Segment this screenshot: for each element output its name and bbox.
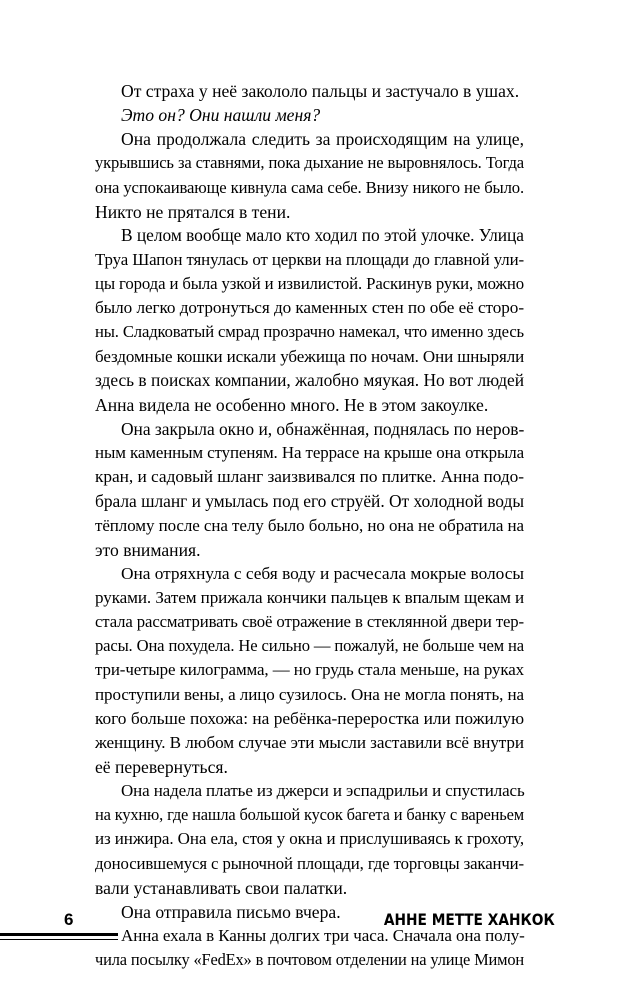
text-line: ны. Сладковатый смрад прозрачно намекал, что именно здесь — [95, 322, 524, 342]
text-line: брала шланг и умылась под его струёй. От холодной воды — [95, 491, 524, 512]
text-line: она успокаивающе кивнула сама себе. Внизу никого не было. — [95, 177, 524, 197]
text-line: В целом вообще мало кто ходил по этой улочке. Улица — [121, 225, 524, 245]
text-line: Труа Шапон тянулась от церкви на площади до главной ули- — [95, 249, 524, 269]
running-head-author: АННЕ МЕТТЕ ХАНКОК — [384, 910, 555, 929]
body-text — [95, 79, 524, 972]
text-line: Анна видела не особенно много. Не в этом закоулке. — [95, 394, 489, 415]
text-line: Она надела платье из джерси и эспадрильи и спустилась — [121, 781, 525, 801]
text-line: От страха у неё закололо пальцы и застучало в ушах. — [121, 81, 520, 101]
text-line: цы города и была узкой и извилистой. Раскинув руки, можно — [95, 274, 524, 294]
text-line: из инжира. Она ела, стоя у окна и прислушиваясь к грохоту, — [95, 829, 525, 849]
text-line: на кухню, где нашла большой кусок багета и банку с вареньем — [95, 805, 524, 825]
text-line: расы. Она похудела. Не сильно — пожалуй, не больше чем на — [95, 636, 524, 656]
text-line: это внимания. — [95, 539, 201, 560]
text-line: чила посылку «FedEx» в почтовом отделении на улице Мимон — [95, 950, 524, 970]
text-line: руками. Затем прижала кончики пальцев к впалым щекам и — [95, 587, 525, 607]
text-line: было легко дотронуться до каменных стен по обе её сторо- — [95, 298, 524, 318]
text-line: укрывшись за ставнями, пока дыхание не выровнялось. Тогда — [95, 153, 524, 173]
text-line: Она отправила письмо вчера. — [121, 901, 341, 922]
text-line: ным каменным ступеням. На террасе на крыше она открыла — [95, 443, 524, 463]
text-line: бездомные кошки искали убежища по ночам. Они шныряли — [95, 346, 525, 366]
text-line: доносившемуся с рыночной площади, где торговцы заканчи- — [95, 853, 524, 873]
text-line: проступили вены, а лицо сузилось. Она не могла понять, на — [95, 684, 524, 704]
text-line: Это он? Они нашли меня? — [121, 105, 321, 126]
text-line: Она продолжала следить за происходящим на улице, — [121, 129, 524, 150]
footer-rule-thin — [0, 939, 118, 940]
text-line: Никто не прятался в тени. — [95, 201, 291, 222]
text-line: тёплому после сна телу было больно, но она не обратила на — [95, 515, 524, 535]
text-line: стала рассматривать своё отражение в стеклянной двери тер- — [95, 612, 524, 632]
text-line: три-четыре килограмма, — но грудь стала меньше, на руках — [95, 660, 524, 680]
text-line: вали устанавливать свои палатки. — [95, 877, 348, 898]
text-line: здесь в поисках компании, жалобно мяукая. Но вот людей — [95, 370, 524, 390]
text-line: Анна ехала в Канны долгих три часа. Сначала она полу- — [121, 925, 525, 945]
text-line: Она закрыла окно и, обнажённая, поднялась по неров- — [121, 418, 525, 439]
page-footer — [0, 906, 619, 946]
text-line: кого больше похожа: на ребёнка-переростка или пожилую — [95, 708, 524, 728]
text-line: женщину. В любом случае эти мысли заставили всё внутри — [95, 732, 524, 752]
text-line: кран, и садовый шланг заизвивался по плитке. Анна подо- — [95, 467, 525, 487]
footer-rule-thick — [0, 933, 118, 936]
text-line: её перевернуться. — [95, 756, 228, 777]
text-line: Она отряхнула с себя воду и расчесала мокрые волосы — [121, 563, 524, 583]
page-number: 6 — [64, 910, 74, 929]
